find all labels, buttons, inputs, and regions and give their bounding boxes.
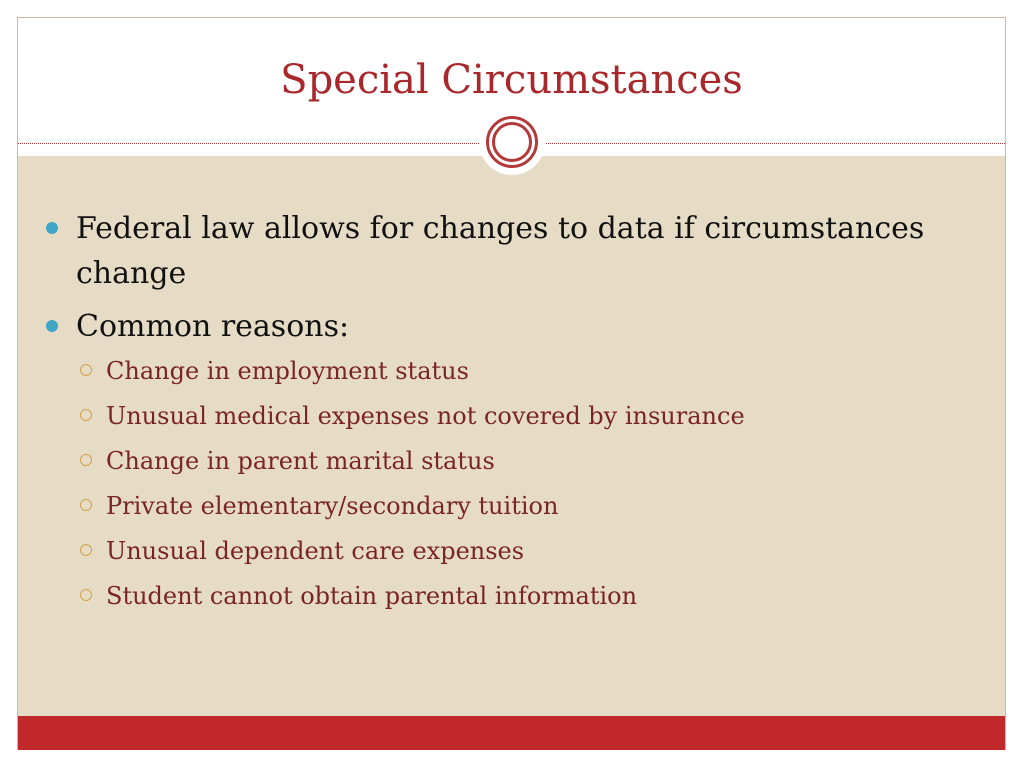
- hollow-circle-bullet-icon: [80, 499, 92, 511]
- double-circle-ornament-icon: [479, 109, 545, 175]
- ornament-inner-ring: [492, 122, 532, 162]
- sub-bullet-item: [46, 394, 946, 439]
- ornament-outer-ring: [486, 116, 538, 168]
- sub-bullet-item: [46, 529, 946, 574]
- hollow-circle-bullet-icon: [80, 589, 92, 601]
- sub-bullet-text: Unusual dependent care expenses: [106, 537, 525, 565]
- bullet-list: [46, 206, 946, 619]
- bullet-item: [46, 206, 946, 296]
- hollow-circle-bullet-icon: [80, 454, 92, 466]
- sub-bullet-text: Change in parent marital status: [106, 447, 495, 475]
- sub-bullet-text: Student cannot obtain parental information: [106, 582, 638, 610]
- sub-bullet-group: [46, 349, 946, 619]
- sub-bullet-item: [46, 349, 946, 394]
- sub-bullet-list: [46, 349, 946, 619]
- footer-bar: [18, 716, 1005, 750]
- hollow-circle-bullet-icon: [80, 409, 92, 421]
- bullet-text: Common reasons:: [76, 309, 350, 344]
- sub-bullet-item: [46, 439, 946, 484]
- sub-bullet-text: Unusual medical expenses not covered by insurance: [106, 402, 745, 430]
- filled-circle-bullet-icon: [46, 222, 58, 234]
- sub-bullet-text: Change in employment status: [106, 357, 469, 385]
- bullet-item: [46, 304, 946, 349]
- sub-bullet-item: [46, 574, 946, 619]
- hollow-circle-bullet-icon: [80, 364, 92, 376]
- bullet-text: Federal law allows for changes to data if circumstances change: [76, 211, 925, 291]
- sub-bullet-text: Private elementary/secondary tuition: [106, 492, 559, 520]
- hollow-circle-bullet-icon: [80, 544, 92, 556]
- filled-circle-bullet-icon: [46, 320, 58, 332]
- slide-title: Special Circumstances: [280, 57, 743, 103]
- sub-bullet-item: [46, 484, 946, 529]
